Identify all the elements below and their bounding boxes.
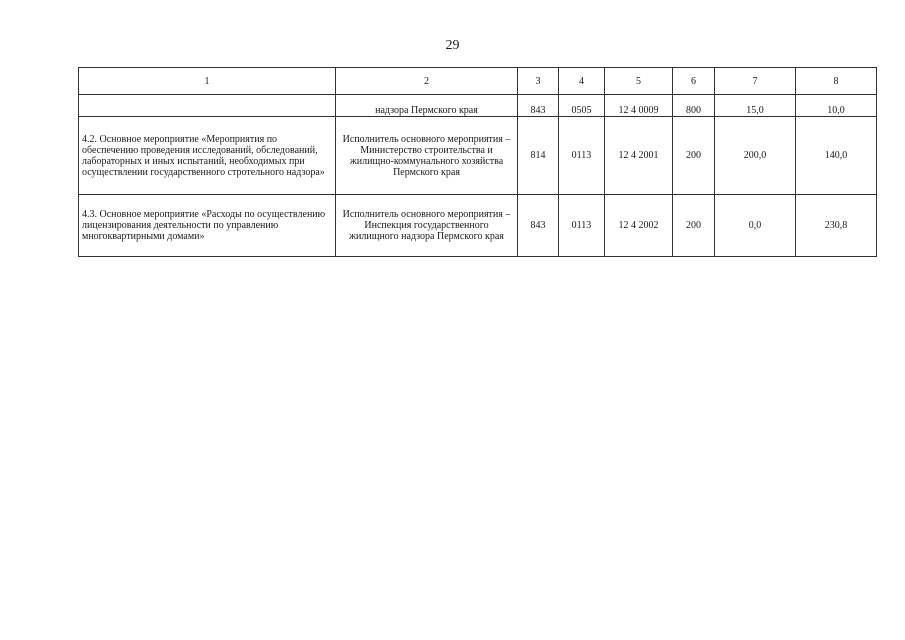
- amount-col8-cell: 140,0: [796, 117, 877, 195]
- executor-cell: надзора Пермского края: [336, 95, 518, 117]
- target-article-cell: 12 4 2001: [605, 117, 673, 195]
- activity-name-cell: 4.2. Основное мероприятие «Мероприятия по обеспечению проведения исследований, обследований, лабораторных и иных испытаний, необходимых при осуществлении государственного стротельного надзора»: [79, 117, 336, 195]
- code-cell: 843: [518, 95, 559, 117]
- header-col-6: 6: [673, 68, 715, 95]
- table-row: [79, 195, 877, 257]
- table-row: [79, 117, 877, 195]
- target-article-cell: 12 4 2002: [605, 195, 673, 257]
- table-row: [79, 95, 877, 117]
- activity-name-cell: 4.3. Основное мероприятие «Расходы по осуществлению лицензирования деятельности по управлению многоквартирными домами»: [79, 195, 336, 257]
- code-cell: 814: [518, 117, 559, 195]
- expense-type-cell: 200: [673, 195, 715, 257]
- section-cell: 0113: [559, 117, 605, 195]
- amount-col7-cell: 200,0: [715, 117, 796, 195]
- amount-col8-cell: 10,0: [796, 95, 877, 117]
- section-cell: 0505: [559, 95, 605, 117]
- budget-table: [78, 67, 877, 257]
- executor-cell: Исполнитель основного мероприятия – Инспекция государственного жилищного надзора Пермского края: [336, 195, 518, 257]
- section-cell: 0113: [559, 195, 605, 257]
- header-col-2: 2: [336, 68, 518, 95]
- amount-col7-cell: 15,0: [715, 95, 796, 117]
- amount-col7-cell: 0,0: [715, 195, 796, 257]
- header-col-1: 1: [79, 68, 336, 95]
- header-col-3: 3: [518, 68, 559, 95]
- target-article-cell: 12 4 0009: [605, 95, 673, 117]
- activity-name-cell: [79, 95, 336, 117]
- expense-type-cell: 800: [673, 95, 715, 117]
- header-col-4: 4: [559, 68, 605, 95]
- header-col-7: 7: [715, 68, 796, 95]
- executor-cell: Исполнитель основного мероприятия – Министерство строительства и жилищно-коммунального хозяйства Пермского края: [336, 117, 518, 195]
- expense-type-cell: 200: [673, 117, 715, 195]
- amount-col8-cell: 230,8: [796, 195, 877, 257]
- page-number: 29: [445, 38, 460, 53]
- header-col-8: 8: [796, 68, 877, 95]
- code-cell: 843: [518, 195, 559, 257]
- header-row: [79, 68, 877, 95]
- header-col-5: 5: [605, 68, 673, 95]
